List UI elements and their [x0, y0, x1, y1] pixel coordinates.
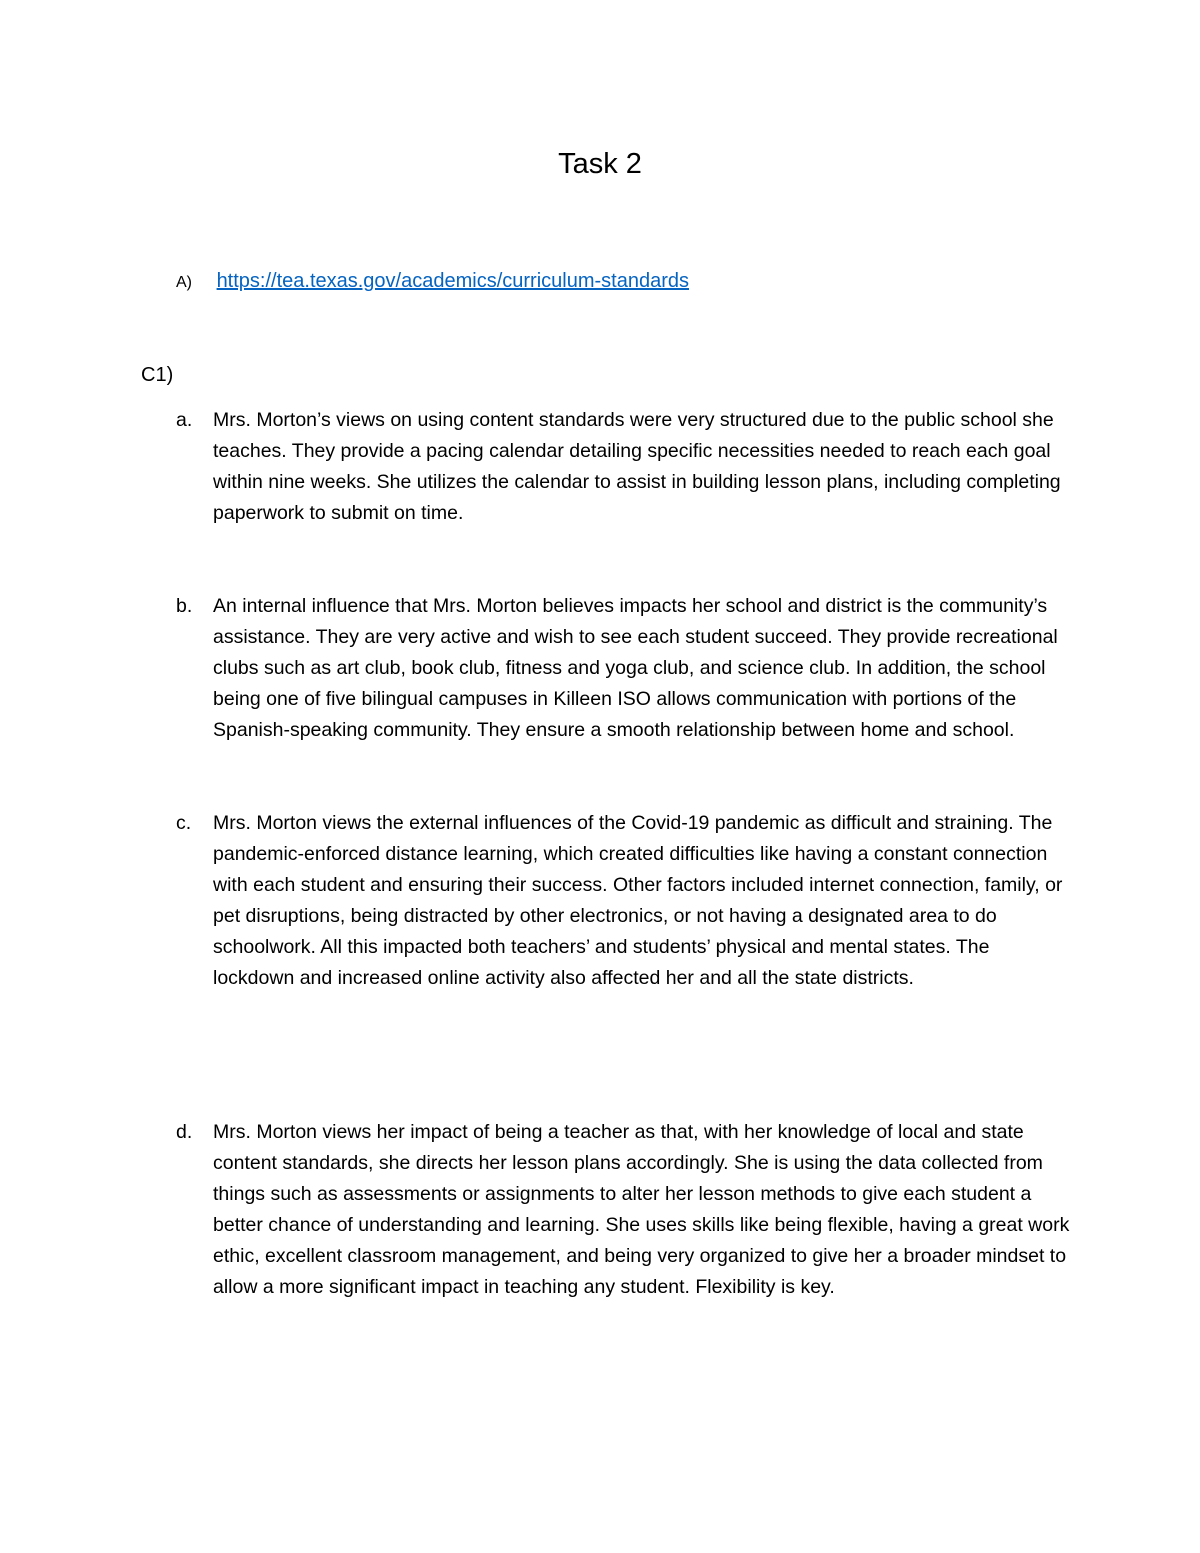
- list-item-letter: d.: [176, 1121, 193, 1143]
- curriculum-standards-link[interactable]: https://tea.texas.gov/academics/curriculum-standards: [216, 270, 689, 292]
- list-item-text: Mrs. Morton views her impact of being a teacher as that, with her knowledge of local and state content standards, she directs her lesson plans accordingly. She is using the data collected from things such as assessments or assignments to alter her lesson methods to give each student a better chance of understanding and learning. She uses skills like being flexible, having a great work ethic, excellent classroom management, and being very organized to give her a broader mindset to allow a more significant impact in teaching any student. Flexibility is key.: [213, 1121, 1070, 1298]
- list-item-b: [176, 591, 1076, 746]
- link-marker: A): [176, 274, 192, 291]
- link-row: [176, 266, 689, 298]
- list-item-text: Mrs. Morton’s views on using content standards were very structured due to the public school she teaches. They provide a pacing calendar detailing specific necessities needed to reach each goal within nine weeks. She utilizes the calendar to assist in building lesson plans, including completing paperwork to submit on time.: [213, 409, 1061, 524]
- page-title: Task 2: [558, 148, 642, 180]
- list-item-c: [176, 808, 1076, 994]
- section-label: C1): [141, 364, 174, 386]
- list-item-text: An internal influence that Mrs. Morton believes impacts her school and district is the community’s assistance. They are very active and wish to see each student succeed. They provide recreational clubs such as art club, book club, fitness and yoga club, and science club. In addition, the school being one of five bilingual campuses in Killeen ISO allows communication with portions of the Spanish-speaking community. They ensure a smooth relationship between home and school.: [213, 595, 1058, 741]
- list-item-text: Mrs. Morton views the external influences of the Covid-19 pandemic as difficult and straining. The pandemic-enforced distance learning, which created difficulties like having a constant connection with each student and ensuring their success. Other factors included internet connection, family, or pet disruptions, being distracted by other electronics, or not having a designated area to do schoolwork. All this impacted both teachers’ and students’ physical and mental states. The lockdown and increased online activity also affected her and all the state districts.: [213, 812, 1063, 989]
- list-item-letter: a.: [176, 409, 193, 431]
- list-item-letter: b.: [176, 595, 193, 617]
- list-item-a: [176, 405, 1076, 529]
- list-item-d: [176, 1117, 1076, 1303]
- list-item-letter: c.: [176, 812, 192, 834]
